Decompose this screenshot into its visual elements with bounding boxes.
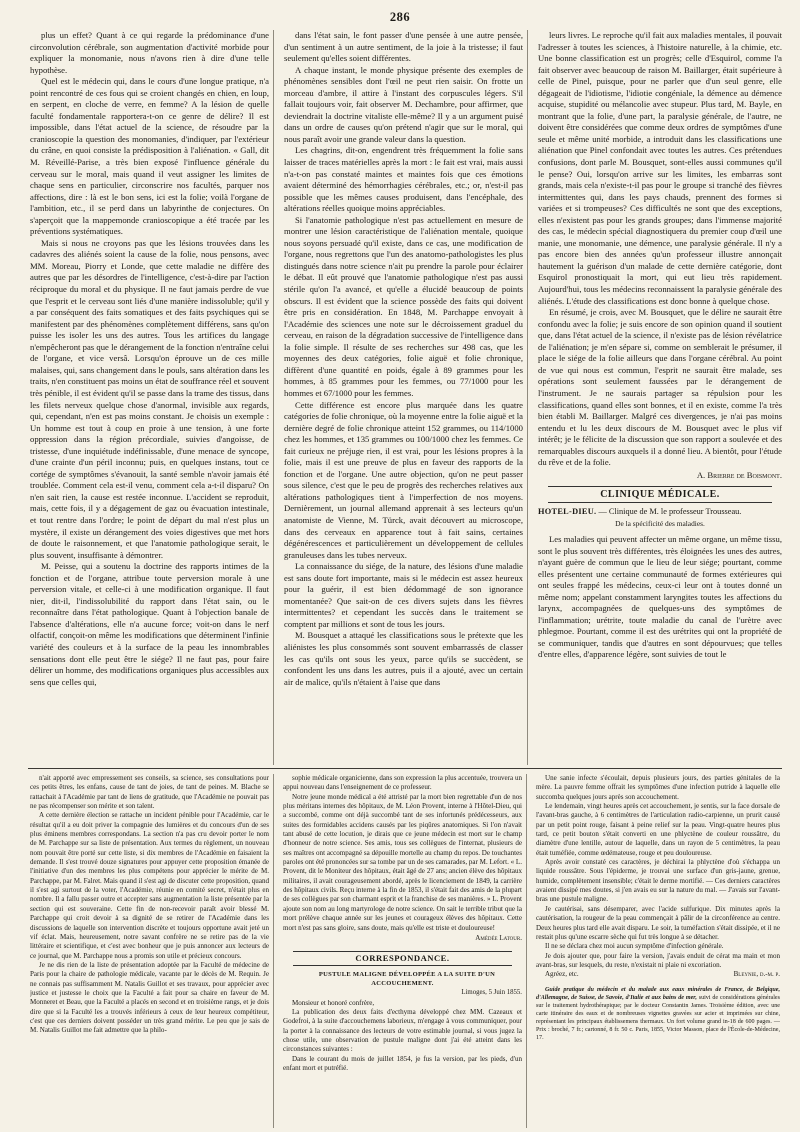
paragraph: Quel est le médecin qui, dans le cours d'une longue pratique, n'a point rencontré de ces fous qui se croient changés en chien, en loup, en serpent, en cloche de verre, en femme? A la lésion de quelle faculté fondamentale rapportera-t-on ce genre de délire? Il est impossible, dans l'état actuel de la science, de résoudre par la cranioscopie la question des monomanies, d'indiquer, par l'extérieur du crâne, en quoi consiste la prédisposition à l'aliénation. « Gall, dit M. Réveillé-Parise, a très bien exposé l'influence générale du cerveau sur le moral, mais quand il veut assigner les limites de chaque sens en particulier, circonscrire nos facultés, parquer nos affections, dire : là est le bon sens, ici est la folie; voilà l'organe de l'ambition, etc., il se perd dans un labyrinthe de conjectures. On s'aperçoit que la mappemonde cranioscopique a été tracée par les préventions systématiques. bbox=[30, 76, 269, 237]
paragraph: Je dois ajouter que, pour faire la version, j'avais enduit de cérat ma main et mon avant-bras, sur lesquels, du reste, n'existait ni plaie ni excoriation. bbox=[536, 951, 780, 969]
page-number: 286 bbox=[389, 10, 411, 24]
paragraph: Le lendemain, vingt heures après cet accouchement, je sentis, sur la face dorsale de l'avant-bras gauche, à 6 centimètres de l'articulation radio-carpienne, un prurit causé par un petit point rouge, faisant à peine relief sur la peau. Vingt-quatre heures plus tard, ce petit bouton s'était converti en une phlyctène de couleur roussâtre, du diamètre d'une lentille, autour de laquelle, dans un rayon de 5 centimètres, la peau était tuméfiée, comme œdémateuse, rouge et peu douloureuse. bbox=[536, 802, 780, 857]
paragraph: Notre jeune monde médical a été attristé par la mort bien regrettable d'un de nos plus méritans internes des hôpitaux, de M. Léon Provent, interne à l'Hôtel-Dieu, qui a succombé, comme ont déjà succombé tant de ses infortunés prédécesseurs, aux suites des formidables accidens causés par les piqûres anatomiques. Si l'on n'avait tant abusé de cette locution, je dirais que ce jeune médecin est mort sur le champ d'honneur de notre science. Ses amis, tous ses collègues de l'internat, plusieurs de ses maîtres ont accompagné sa dépouille mortelle au champ du repos. De touchantes paroles ont été prononcées sur sa tombe par un de ses camarades, par M. Lefort. « L. Provent, dit le Moniteur des hôpitaux, était âgé de 27 ans; ancien élève des hôpitaux militaires, il avait courageusement abordé, après le licenciement de 1849, la carrière des hôpitaux civils. Reçu interne à la fin de 1853, il s'était fait des amis de la plupart de ses collègues par son charmant esprit et la franchise de ses manières. » L. Provent ajoute son nom au long martyrologe de notre science. On sait le terrible tribut que la mort prélève chaque année sur les jeunes et courageux élèves des hôpitaux. Cette mort n'est pas sans gloire, sans doute, mais qu'elle est triste et douloureuse! bbox=[283, 792, 522, 932]
paragraph: Si l'anatomie pathologique n'est pas actuellement en mesure de montrer une lésion caractéristique de l'aliénation mentale, quoique nous soyons persuadé qu'il existe, dans ce cas, une modification de l'organe, nous regrettons que l'un des anatomo-pathologistes les plus distingués dans notre science n'ait pu prendre la parole pour éclairer le débat. Il eût prouvé que l'anatomie pathologique n'est pas aussi stérile qu'on l'a avancé, et qu'elle a élucidé beaucoup de points obscurs. Il est évident que la science possède des faits qui doivent être pris en considération. En 1848, M. Parchappe envoyait à l'Académie des sciences une note sur le décroissement graduel du cerveau, en raison de la dégradation successive de l'intelligence dans la folie simple. Il résulte de ses recherches sur 498 cas, que les moyennes des deux catégories, folie aiguë et folie chronique, diffèrent d'une quantité en poids, égale à 89 grammes pour les hommes, à 85 grammes pour les femmes, ou 77/1000 pour les hommes et 67/1000 pour les femmes. bbox=[284, 214, 523, 398]
paragraph: leurs livres. Le reproche qu'il fait aux maladies mentales, il pouvait l'adresser à toutes les sciences, à l'histoire naturelle, à la chimie, etc. Une bonne classification est un progrès; celle d'Esquirol, comme l'a fait observer avec beaucoup de raison M. Baillarger, était supérieure à celle de Pinel, puisque, pour ne parler que d'un seul genre, elle dégageait de l'idiotisme, l'idiotie congéniale, la démence au démence acquise, stupidité ou mélancolie avec stupeur. Plus tard, M. Bayle, en montrant que la folie, d'une part, la paralysie générale, de l'autre, ne doivent être considérées que comme deux ordres de symptômes d'une seule et même unité morbide, a introduit dans les classifications une aliénation que Pinel confondait avec toutes les autres. Ces prétendues confusions, dont parle M. Bousquet, sont-elles aussi communes qu'il le pense? Oui, lorsqu'on arrive sur les limites, les embarras sont grands, mais cela n'existe-t-il pas pour le groupe si tranché des fièvres intermittentes qui, dans les pays chauds, prennent des formes si variées et si trompeuses? Ces difficultés ne sont que des exceptions, elles n'existent pas pour les grands groupes; dans l'immense majorité des cas, le médecin spécial diagnostiquera du premier coup d'œil une manie, une monomanie, une démence, une paralysie générale. Il n'y a pas encore bien des années qu'un professeur illustre annonçait hautement la guérison d'un malade de cette dernière catégorie, dont Esquirol pronostiquait la mort, qui eut lieu très rapidement. Aujourd'hui, tous les médecins reconnaissent la paralysie générale des aliénés. L'étude des classifications est donc bonne à quelque chose. bbox=[538, 30, 782, 306]
paragraph: A cette dernière élection se rattache un incident pénible pour l'Académie, car le résultat qu'il a eu doit priver la compagnie des lumières et du concours d'un de ses plus éminens membres correspondans. La section n'a pas cru devoir porter le nom de M. Parchappe sur sa liste de présentation. Aux termes du règlement, un nouveau nom pouvait être porté sur cette liste, si dix membres de l'Académie en faisaient la demande. Il s'est trouvé douze signatures pour appuyer cette proposition émanée de l'initiative d'un des membres les plus compétens pour apprécier le mérite de M. Parchappe, par M. Falret. Mais quand il s'est agi de discuter cette proposition, quand il s'est agi surtout de la voter, l'Académie, réunie en comité secret, n'était plus en nombre. Il a fallu passer outre et accepter sans augmentation la liste présentée par la section qui est souveraine. Cette fin de non-recevoir paraît avoir blessé M. Parchappe qui croit devoir à sa dignité de se retirer de l'Académie dans les discussions de laquelle son intervention discrète et toujours opportune avait jeté un vif éclat. Mais, heureusement, notre savant confrère ne se retire pas de la vie littéraire et scientifique, et c'est avec bonheur que je puis annoncer aux lecteurs de ce journal, que M. Parchappe nous a promis son utile et précieux concours. bbox=[30, 811, 269, 960]
section-header-clinique: CLINIQUE MÉDICALE. bbox=[548, 486, 772, 503]
author-signature: A. Brierre de Boismont. bbox=[696, 469, 782, 480]
department-name: HOTEL-DIEU. bbox=[538, 506, 597, 516]
lower-column-1 bbox=[30, 774, 274, 1128]
clinique-subtitle: De la spécificité des maladies. bbox=[615, 519, 705, 529]
paragraph: Une sanie infecte s'écoulait, depuis plusieurs jours, des parties génitales de la mère. La pauvre femme offrait les symptômes d'une infection putride à laquelle elle succomba quelques jours après son accouchement. bbox=[536, 774, 780, 801]
paragraph: Cette différence est encore plus marquée dans les quatre catégories de folie chronique, où la moyenne entre la folie aiguë et la dernière degré de folie chronique atteint 152 grammes, ou 114/1000 chez les hommes, et 135 grammes ou 100/1000 chez les femmes. Ce fait curieux ne préjuge rien, il est vrai, pour les lésions propres à la folie, mais il est une preuve de plus en faveur des rapports de la fonction et de l'organe. Une autre objection, qu'on ne peut passer sous silence, c'est que le peu de progrès des recherches relatives aux altérations pathologiques tient à l'imperfection de nos moyens. Dernièrement, un journal allemand apprenait à ses lecteurs qu'un anatomiste de Vienne, M. Türck, avait découvert au microscope, dans des cerveaux en apparence tout à fait sains, certaines dégénérescences et particulièrement un développement de cellules granuleuses dans les tubes nerveux. bbox=[284, 399, 523, 560]
lower-column-2 bbox=[283, 774, 527, 1128]
paragraph: En résumé, je crois, avec M. Bousquet, que le délire ne saurait être confondu avec la folie; je suis encore de son opinion quand il soutient que, dans l'état actuel de la science, il n'existe pas de lésion révélatrice de l'aliénation; je m'en sépare si, comme on semblerait le présumer, il place le siége de la folie ailleurs que dans l'organe cérébral. Au point de vue qui nous est commun, l'esprit ne saurait être malade, ses opérations sont seulement faussées par le dérangement de l'instrument. Je ne saurais partager sa répulsion pour les classifications, quand elles sont bonnes, et il en existe, comme l'a très bien établi M. Baillarger. Malgré ces divergences, je n'ai pas moins entendu et lu les deux discours de M. Bousquet avec le plus vif intérêt; je le félicite de la discussion que son rapport a soulevée et des remarquables discours auxquels il a donné lieu. A bientôt, pour l'étude du rêve et de la folie. bbox=[538, 307, 782, 468]
paragraph: Les chagrins, dit-on, engendrent très fréquemment la folie sans laisser de traces matérielles après la mort : le fait est vrai, mais aussi n'a-t-on pas constaté maintes et maintes fois que ces émotions avaient déterminé des hémorrhagies cérébrales, etc.; or, n'est-il pas possible que les mêmes causes produisent, dans l'encéphale, des altérations réelles quoique moins appréciables. bbox=[284, 145, 523, 214]
closing-line bbox=[536, 970, 780, 979]
upper-column-1 bbox=[30, 30, 274, 765]
paragraph: Il ne se déclara chez moi aucun symptôme d'infection générale. bbox=[545, 942, 724, 951]
upper-column-2 bbox=[284, 30, 528, 765]
section-header-correspondance: CORRESPONDANCE. bbox=[293, 951, 512, 965]
paragraph: plus un effet? Quant à ce qui regarde la prédominance d'une circonvolution cérébrale, son augmentation d'activité morbide pour expliquer la monomanie, nous n'avons rien à dire d'une telle hypothèse. bbox=[30, 30, 269, 75]
paragraph: A chaque instant, le monde physique présente des exemples de phénomènes sensibles dont l'œil ne peut rien saisir. On frotte un morceau d'ambre, il attire à l'instant des corpuscules légers. S'il fallait toujours voir, fait observer M. Dechambre, pour affirmer, que deviendrait la doctrine vitaliste elle-même? Il y a un argument puisé dans un ordre de causes qu'on prétend n'agir que sur le moral, qui nous paraît avoir une grande valeur dans la question. bbox=[284, 64, 523, 144]
paragraph: Je ne dis rien de la liste de présentation adoptée par la Faculté de médecine de Paris pour la chaire de pathologie médicale, vacante par le décès de M. Requin. Je ne connais pas suffisamment M. Natalis Guillot et ses travaux, pour apprécier avec justice et justesse le choix que la Faculté a fait pour sa chaire en faveur de M. Monneret et Beau, que la Faculté a placés en second et en troisième rangs, et je dois dire que si la Faculté les a trouvés inférieurs à ceux de leur heureux compétiteur, c'est que ces derniers doivent posséder un très grand mérite. Le peu que je sais de M. Natalis Guillot me fait admettre que la philo- bbox=[30, 960, 269, 1035]
author-signature: Bleynie, d.-m. p. bbox=[733, 970, 780, 979]
paragraph: M. Peisse, qui a soutenu la doctrine des rapports intimes de la fonction et de l'organe, attribue toute perversion morale à une perversion vitale, et celle-ci à une modification organique. Il faut nier, dit-il, l'indissolubilité du rapport dans l'état sain, ou le reconnaître dans l'état pathologique. Quant à l'objection banale de l'absence d'altérations, elle n'a aucune force; voit-on dans le nerf olfactif, conçoit-on même les modifications que déterminent l'infinie variété des couleurs et à la surface de la peau les innombrables sensations dont elle peut être le siége? Il ne faut pas, pour faire délirer un homme, des modifications organiques plus accessibles aux sens que celles qui, bbox=[30, 561, 269, 687]
paragraph: Mais si nous ne croyons pas que les lésions trouvées dans les cadavres des aliénés soient la cause de la folie, nous pensons, avec MM. Moreau, Piorry et Londe, que cette maladie ne diffère des autres que par les désordres de l'intelligence, c'est-à-dire par l'action réciproque du moral et du physique. Il ne faut jamais perdre de vue que l'esprit et le cerveau sont liés d'une manière indissoluble; qu'il y a par conséquent des faits somatiques et des faits psychiques qui se manifestent par des phénomènes complètement différens, sans qu'on puisse les isoler les uns des autres. Tous les artifices du langage n'empêcheront pas que le dérangement de la fonction n'entraîne celui de l'organe, et vice versâ. Lorsqu'on éprouve un de ces mille malaises, qui, sans changement dans le pouls, sans altération dans les traits, n'en constituent pas moins un état de souffrance réel et souvent très pénible, il est évident qu'il se passe dans la trame des tissus, dans les filets nerveux quelque chose d'anormal, invisible aux regards, qui, cependant, n'en est pas moins constant. Je choisis un exemple : Un homme est tout à coup en proie à une tension, à une forte oppression dans la région précordiale, suivies d'angoisse, de tristesse, d'une inquiétude indéfinissable, d'une menace de syncope, d'une crainte d'un péril inconnu; puis, en quelques instans, tout ce cortége de symptômes s'évanouit, la santé semble n'avoir jamais été troublée. Comment cela est-il venu, comment cela a-t-il disparu? On n'en sait rien, la cause est restée inconnue. L'accident se reproduit, mais, cette fois, il y a dégagement de gaz ou évacuation intestinale, et tout rentre dans l'ordre; le point de départ du mal n'est plus un mystère, il existe un dérangement des voies digestives que met hors de doute le raisonnement, et que l'anatomie pathologique serait, le plus souvent, insuffisante à démontrer. bbox=[30, 237, 269, 560]
lower-section bbox=[30, 774, 782, 1128]
clinique-department-line bbox=[538, 506, 782, 518]
paragraph: dans l'état sain, le font passer d'une pensée à une autre pensée, d'un sentiment à un autre sentiment, de la joie à la tristesse; il faut seulement qu'elles soient différentes. bbox=[284, 30, 523, 64]
paragraph: n'ait apporté avec empressement ses conseils, sa science, ses consultations pour ces petits êtres, les enfans, cause de tant de joies, de tant de peines. M. Blache se rattachait à l'Académie par tant de liens de gratitude, que l'Académie ne pouvait pas ne pas récompenser son mérite et son talent. bbox=[30, 774, 269, 811]
salutation: Monsieur et honoré confrère, bbox=[292, 998, 375, 1007]
paragraph: M. Bousquet a attaqué les classifications sous le prétexte que les aliénistes les plus consommés sont souvent embarrassés de classer les cas qu'ils ont sous les yeux, parce qu'ils se succèdent, se confondent les uns dans les autres, puis il a ajouté, avec un certain air de malice, qu'ils n'étaient à l'aise que dans bbox=[284, 630, 523, 687]
closing-text: Agréez, etc. bbox=[545, 970, 579, 979]
department-detail: — Clinique de M. le professeur Trousseau. bbox=[596, 506, 742, 516]
paragraph: La publication des deux faits d'ecthyma développé chez MM. Cazeaux et Godefroi, à la suite d'accouchemens laborieux, m'engage à vous communiquer, pour la porter à la connaissance des lecteurs de votre estimable journal, si vous jugez la chose utile, une observation de pustule maligne dont j'ai été atteint dans les circonstances suivantes : bbox=[283, 1007, 522, 1054]
paragraph: Les maladies qui peuvent affecter un même organe, un même tissu, sont le plus souvent très différentes, très éloignées les unes des autres, n'ayant guère de commun que le lieu de leur siége; pourtant, comme elles présentent une certaine communauté de formes extérieures qui ont seules frappé les médecins, ceux-ci leur ont à toutes donné un même nom; appelant constamment laryngites toutes les affections du larynx, accompagnées de quelques-uns des symptômes de l'inflammation; urétrite, toute maladie du canal de l'urètre avec phlegmoe. Pourtant, comme il est des urétrites qui ont la propriété de se communiquer, tandis que d'autres en sont dépourvues; que telles d'entre elles, d'apparence légère, sont suivies de tout le bbox=[538, 533, 782, 660]
book-title: Guide pratique du médecin et du malade aux eaux minérales de France, de Belgique, d'Allemagne, de Suisse, de Savoie, d'Italie et aux bains de mer, bbox=[536, 986, 780, 1001]
author-signature: Amédée Latour. bbox=[475, 933, 522, 942]
paragraph: La connaissance du siége, de la nature, des lésions d'une maladie est sans doute fort importante, mais si le médecin est assez heureux pour la guérir, il est bien dédommagé de son ignorance momentanée? Que sait-on de ces divers sujets dans les fièvres intermittentes? et cependant les succès dans le traitement se comptent par millions et sont de tous les jours. bbox=[284, 561, 523, 629]
case-title: PUSTULE MALIGNE DÉVELOPPÉE A LA SUITE D'UN ACCOUCHEMENT. bbox=[318, 970, 496, 987]
book-notice bbox=[536, 986, 780, 1042]
paragraph: Après avoir constaté ces caractères, je déchirai la phlyctène d'où s'échappa un liquide roussâtre. Sous l'épiderme, je trouvai une surface d'un gris-jaune, grenue, humide, complètement insensible; c'était le derme mortifié. — Ces derniers caractères avaient dissipé mes doutes, si j'en avais eu sur la nature du mal. — J'avais sur l'avant-bras une pustule maligne. bbox=[536, 858, 780, 904]
section-divider bbox=[28, 768, 782, 769]
upper-section bbox=[30, 30, 782, 765]
dateline: Limoges, 5 Juin 1855. bbox=[461, 989, 522, 997]
paragraph: Dans le courant du mois de juillet 1854, je fus la version, par les pieds, d'un enfant mort et putréfié. bbox=[283, 1054, 522, 1072]
upper-column-3 bbox=[538, 30, 782, 765]
paragraph: Je cautérisai, sans désemparer, avec l'acide sulfurique. Dix minutes après la cautérisation, la rougeur de la peau commençait à pâlir de la circonférence au centre. Deux heures plus tard elle avait disparu. Le soir, la tuméfaction s'était dissipée, et il ne restait plus qu'une escarre sèche qui fut très longue à se détacher. bbox=[536, 904, 780, 941]
paragraph: sophie médicale organicienne, dans son expression la plus accentuée, trouvera un appui nouveau dans l'enseignement de ce professeur. bbox=[283, 774, 522, 792]
lower-column-3 bbox=[536, 774, 780, 1128]
book-details: suivi de considérations générales sur le traitement hydrothérapique; par le docteur Constantin James. Troisième édition, avec une carte itinéraire des eaux et de nombreuses vignettes gravées sur acier et imprimées sur chine, représentant les principaux établissemens thermaux. Un fort volume grand in-18 de 600 pages. — Prix : broché, 7 fr.; cartonné, 8 fr. 50 c. Paris, 1855, Victor Masson, place de l'École-de-Médecine, 17. bbox=[536, 994, 780, 1041]
